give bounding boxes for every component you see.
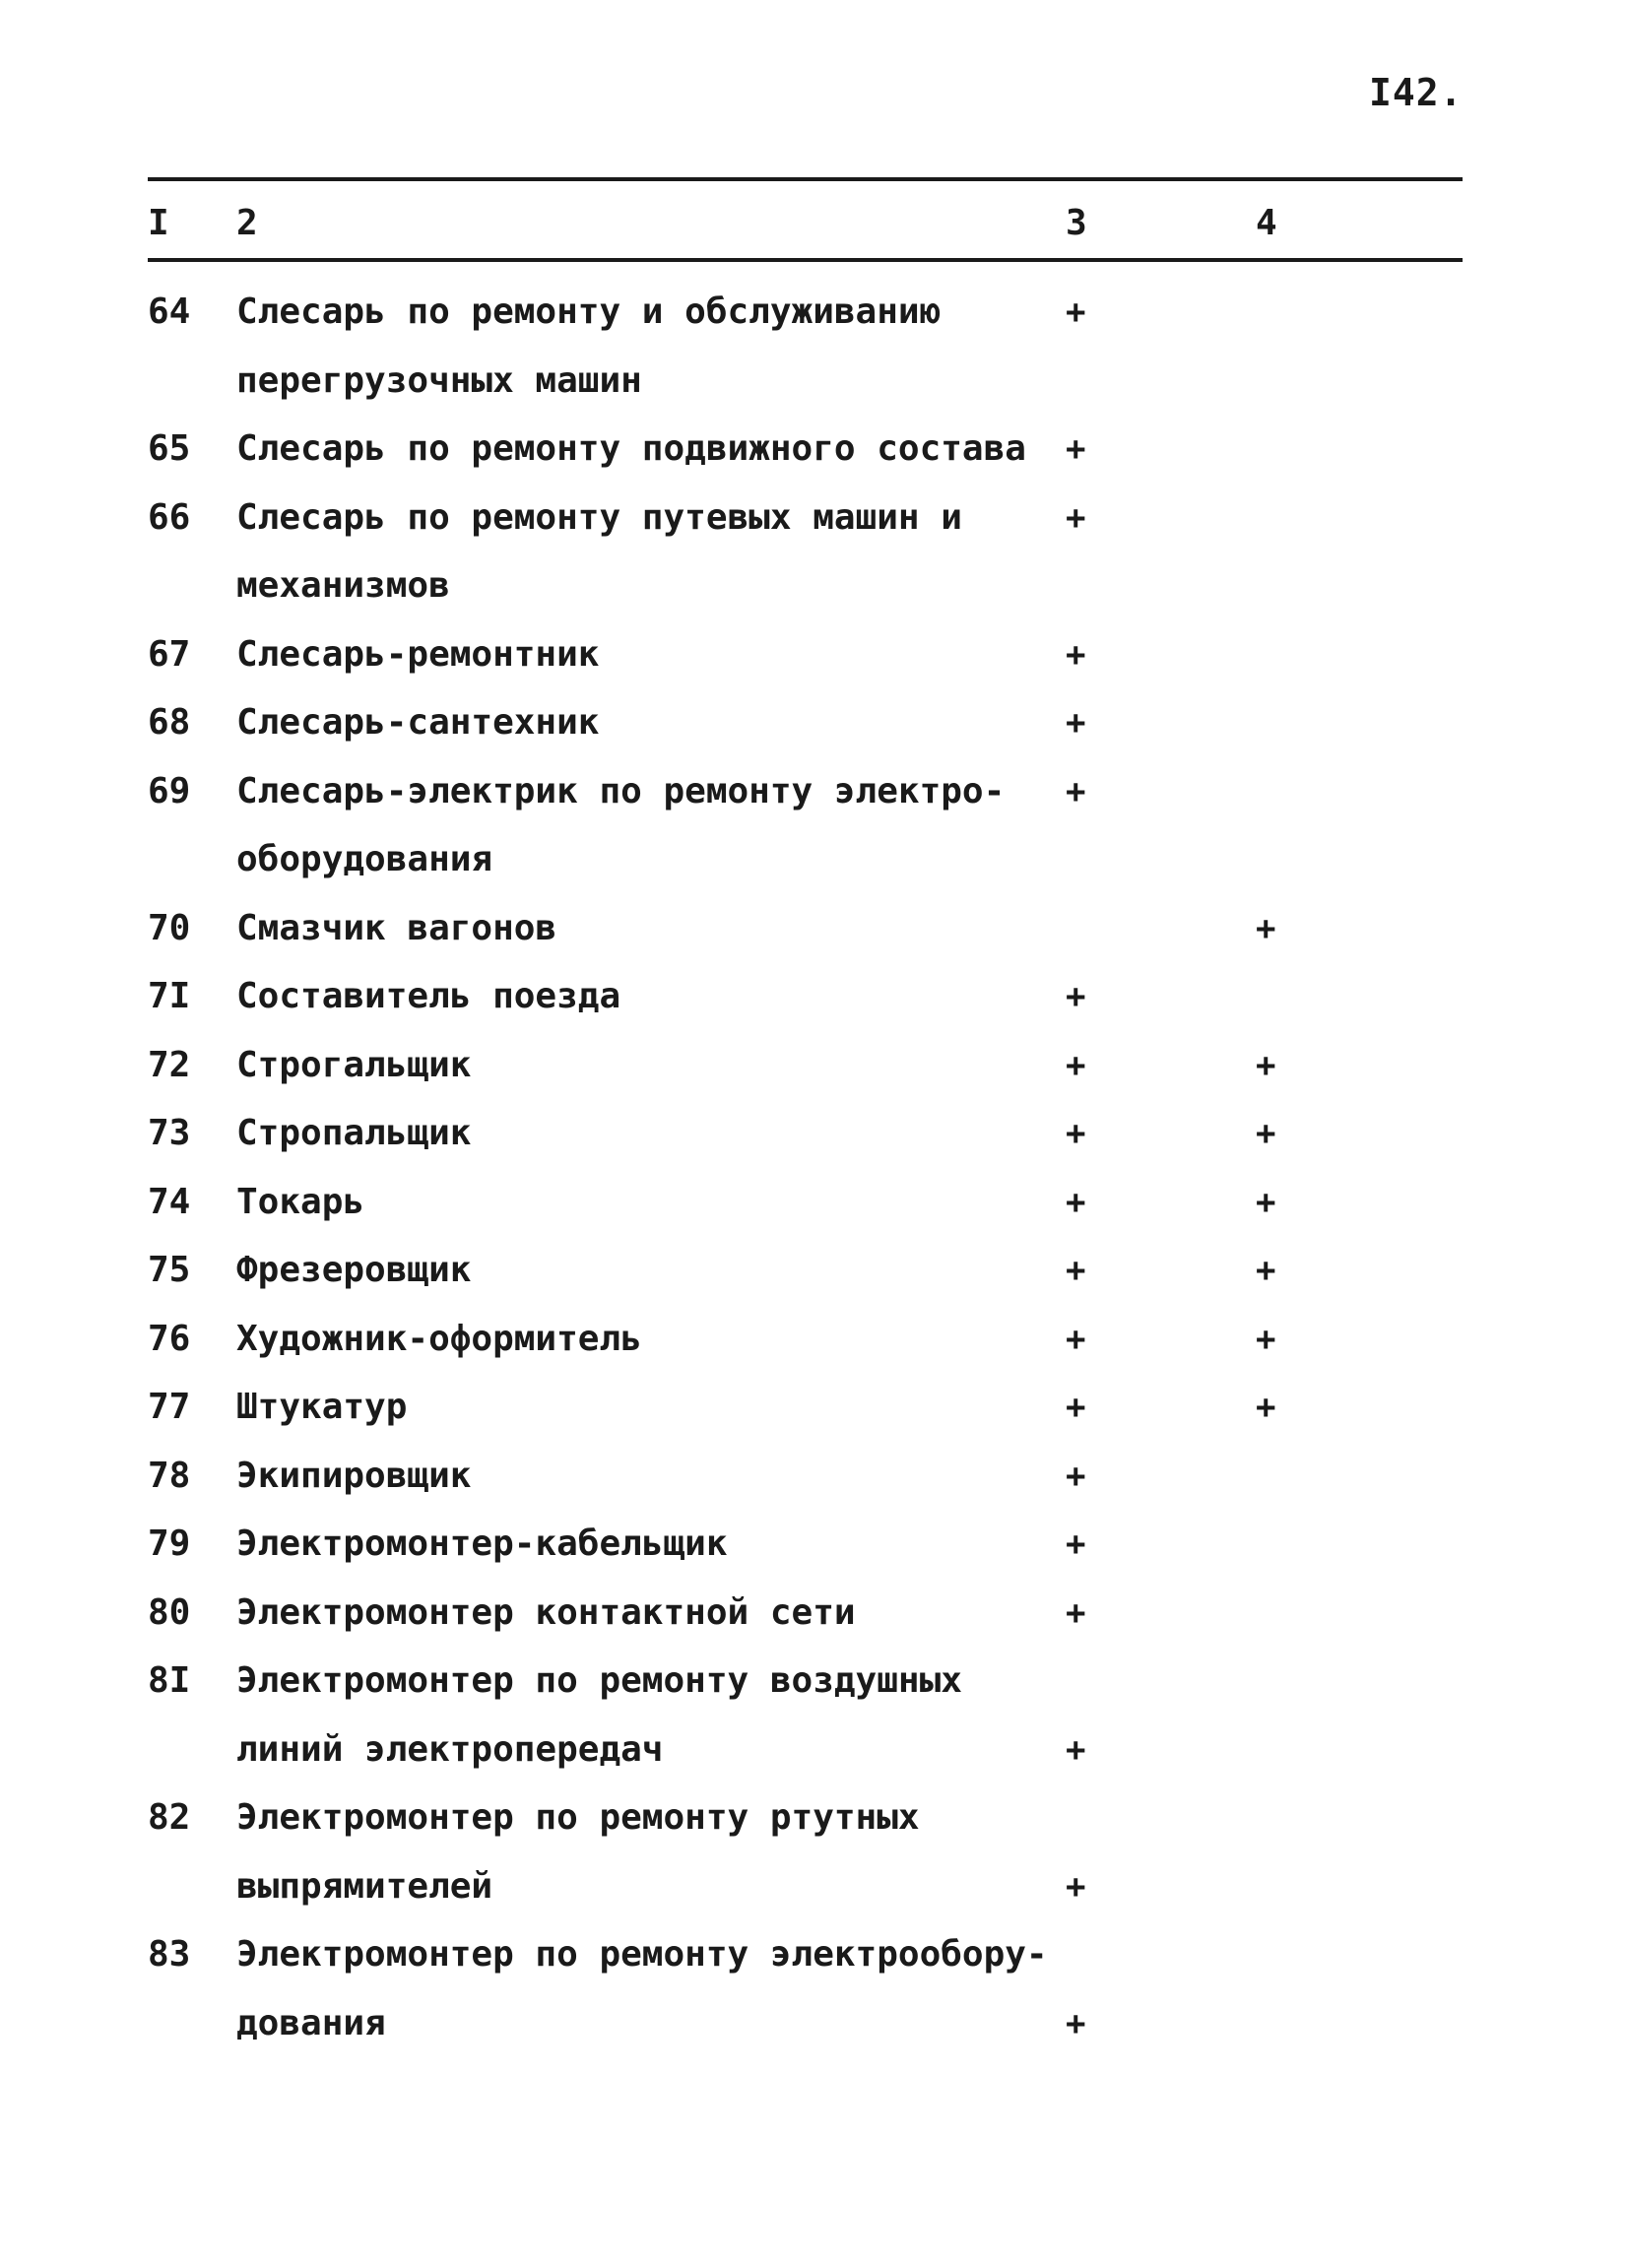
col4-mark: + bbox=[1256, 1045, 1276, 1085]
occupation-name: выпрямителей bbox=[236, 1865, 493, 1907]
col3-mark: + bbox=[1066, 771, 1086, 811]
col3-mark: + bbox=[1066, 1388, 1086, 1427]
occupation-name: Токарь bbox=[236, 1181, 365, 1222]
occupation-name: перегрузочных машин bbox=[236, 359, 642, 401]
col3-mark: + bbox=[1066, 1729, 1086, 1770]
occupation-name: Составитель поезда bbox=[236, 976, 621, 1016]
row-number: 75 bbox=[148, 1250, 191, 1290]
occupation-name: Строгальщик bbox=[236, 1044, 472, 1085]
row-number: 69 bbox=[148, 770, 191, 811]
row-number: 82 bbox=[148, 1797, 191, 1838]
row-number: 67 bbox=[148, 633, 191, 675]
header-col-3: 3 bbox=[1066, 203, 1087, 243]
row-number: 7I bbox=[148, 976, 191, 1016]
occupation-name: Слесарь-электрик по ремонту электро- bbox=[236, 770, 1006, 811]
occupation-name: Электромонтер-кабельщик bbox=[236, 1523, 728, 1564]
col3-mark: + bbox=[1066, 1524, 1086, 1564]
col4-mark: + bbox=[1256, 1114, 1276, 1153]
row-number: 72 bbox=[148, 1044, 191, 1085]
occupation-name: Электромонтер по ремонту электрообору- bbox=[236, 1934, 1048, 1975]
row-number: 66 bbox=[148, 496, 191, 538]
occupation-name: Смазчик вагонов bbox=[236, 907, 557, 948]
occupation-name: Стропальщик bbox=[236, 1113, 472, 1153]
occupation-name: Художник-оформитель bbox=[236, 1318, 642, 1359]
row-number: 65 bbox=[148, 428, 191, 469]
col3-mark: + bbox=[1066, 292, 1086, 332]
col4-mark: + bbox=[1256, 1182, 1276, 1222]
col3-mark: + bbox=[1066, 497, 1086, 538]
col3-mark: + bbox=[1066, 703, 1086, 743]
header-col-1: I bbox=[148, 203, 169, 243]
header-col-4: 4 bbox=[1256, 203, 1277, 243]
row-number: 8I bbox=[148, 1660, 191, 1701]
table-header-rule bbox=[148, 258, 1463, 262]
col3-mark: + bbox=[1066, 1114, 1086, 1153]
table-top-rule bbox=[148, 177, 1463, 181]
col3-mark: + bbox=[1066, 1866, 1086, 1907]
occupation-name: Фрезеровщик bbox=[236, 1250, 472, 1290]
occupation-name: Слесарь по ремонту путевых машин и bbox=[236, 496, 962, 538]
row-number: 74 bbox=[148, 1181, 191, 1222]
col3-mark: + bbox=[1066, 977, 1086, 1016]
occupation-name: Слесарь-ремонтник bbox=[236, 633, 600, 675]
col3-mark: + bbox=[1066, 429, 1086, 469]
occupation-name: Экипировщик bbox=[236, 1455, 472, 1496]
row-number: 64 bbox=[148, 292, 191, 332]
occupation-name: дования bbox=[236, 2002, 386, 2043]
row-number: 68 bbox=[148, 702, 191, 743]
row-number: 79 bbox=[148, 1523, 191, 1564]
occupation-name: линий электропередач bbox=[236, 1728, 664, 1770]
page-number: I42. bbox=[1369, 71, 1464, 114]
occupation-name: Слесарь по ремонту и обслуживанию bbox=[236, 292, 942, 332]
occupation-name: Электромонтер по ремонту ртутных bbox=[236, 1797, 920, 1838]
col3-mark: + bbox=[1066, 1456, 1086, 1496]
col3-mark: + bbox=[1066, 1319, 1086, 1359]
occupation-name: Электромонтер контактной сети bbox=[236, 1591, 856, 1633]
col3-mark: + bbox=[1066, 1045, 1086, 1085]
row-number: 78 bbox=[148, 1455, 191, 1496]
occupation-name: Слесарь по ремонту подвижного состава bbox=[236, 428, 1026, 469]
col3-mark: + bbox=[1066, 1182, 1086, 1222]
col4-mark: + bbox=[1256, 1251, 1276, 1290]
col4-mark: + bbox=[1256, 1319, 1276, 1359]
row-number: 73 bbox=[148, 1113, 191, 1153]
col3-mark: + bbox=[1066, 634, 1086, 675]
col4-mark: + bbox=[1256, 1388, 1276, 1427]
row-number: 77 bbox=[148, 1387, 191, 1427]
col3-mark: + bbox=[1066, 1251, 1086, 1290]
row-number: 83 bbox=[148, 1934, 191, 1975]
row-number: 76 bbox=[148, 1318, 191, 1359]
occupation-name: Слесарь-сантехник bbox=[236, 702, 600, 743]
col4-mark: + bbox=[1256, 908, 1276, 948]
occupation-name: Электромонтер по ремонту воздушных bbox=[236, 1660, 962, 1701]
occupation-name: оборудования bbox=[236, 839, 493, 879]
occupation-name: Штукатур bbox=[236, 1387, 408, 1427]
col3-mark: + bbox=[1066, 2003, 1086, 2043]
row-number: 80 bbox=[148, 1591, 191, 1633]
row-number: 70 bbox=[148, 907, 191, 948]
col3-mark: + bbox=[1066, 1592, 1086, 1633]
occupation-name: механизмов bbox=[236, 565, 450, 606]
header-col-2: 2 bbox=[236, 203, 258, 243]
